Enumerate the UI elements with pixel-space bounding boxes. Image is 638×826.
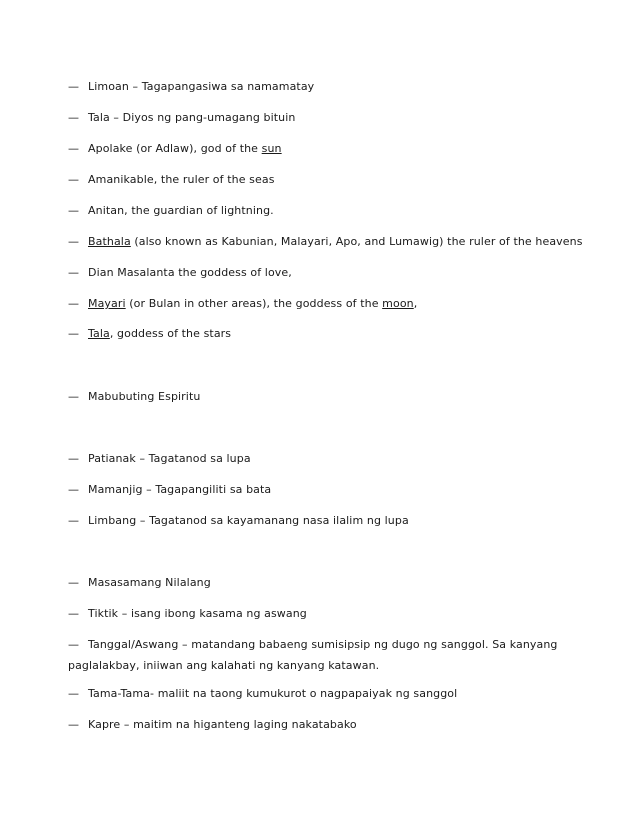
item-text: , goddess of the stars xyxy=(109,327,232,340)
item-text: Tala – Diyos ng pang-umagang bituin xyxy=(88,111,296,124)
item-text: , xyxy=(413,297,418,310)
list-item xyxy=(68,323,608,344)
dash-bullet: — xyxy=(68,111,80,124)
list-item xyxy=(68,448,608,469)
dash-bullet: — xyxy=(68,173,80,186)
list-item xyxy=(68,231,608,252)
item-text: (or Bulan in other areas), the goddess of the xyxy=(125,297,383,310)
dash-bullet: — xyxy=(68,514,80,527)
list-item xyxy=(68,76,608,97)
list-item xyxy=(68,510,608,531)
list-item xyxy=(68,714,608,735)
item-text: Dian Masalanta the goddess of love, xyxy=(88,266,292,279)
link-sun[interactable]: sun xyxy=(261,142,282,155)
dash-bullet: — xyxy=(68,235,80,248)
item-text: Anitan, the guardian of lightning. xyxy=(88,204,274,217)
item-text: Mamanjig – Tagapangiliti sa bata xyxy=(88,483,272,496)
list-item xyxy=(68,169,608,190)
list-item xyxy=(68,107,608,128)
list-item xyxy=(68,634,628,676)
dash-bullet: — xyxy=(68,638,80,651)
link-moon[interactable]: moon xyxy=(382,297,414,310)
dash-bullet: — xyxy=(68,142,80,155)
item-text: Masasamang Nilalang xyxy=(88,576,211,589)
item-text: Patianak – Tagatanod sa lupa xyxy=(88,452,251,465)
dash-bullet: — xyxy=(68,327,80,340)
section-heading xyxy=(68,386,608,407)
item-text: Tama-Tama- maliit na taong kumukurot o nagpapaiyak ng sanggol xyxy=(88,687,458,700)
item-text: Apolake (or Adlaw), god of the xyxy=(88,142,262,155)
item-text: (also known as Kabunian, Malayari, Apo, and Lumawig) the ruler of the heavens xyxy=(130,235,583,248)
item-text: Limoan – Tagapangasiwa sa namamatay xyxy=(88,80,315,93)
link-bathala[interactable]: Bathala xyxy=(88,235,131,248)
link-mayari[interactable]: Mayari xyxy=(88,297,126,310)
link-tala[interactable]: Tala xyxy=(88,327,110,340)
item-text: Kapre – maitim na higanteng laging nakatabako xyxy=(88,718,357,731)
list-item xyxy=(68,138,608,159)
item-text: Tanggal/Aswang – matandang babaeng sumisipsip ng dugo ng sanggol. Sa kanyang paglalakbay, iniiwan ang kalahati ng kanyang katawan. xyxy=(68,638,558,672)
dash-bullet: — xyxy=(68,266,80,279)
dash-bullet: — xyxy=(68,687,80,700)
dash-bullet: — xyxy=(68,607,80,620)
dash-bullet: — xyxy=(68,204,80,217)
list-item xyxy=(68,683,608,704)
dash-bullet: — xyxy=(68,297,80,310)
list-item xyxy=(68,262,608,283)
item-text: Limbang – Tagatanod sa kayamanang nasa ilalim ng lupa xyxy=(88,514,409,527)
list-item xyxy=(68,200,608,221)
dash-bullet: — xyxy=(68,483,80,496)
dash-bullet: — xyxy=(68,576,80,589)
list-item xyxy=(68,603,608,624)
item-text: Tiktik – isang ibong kasama ng aswang xyxy=(88,607,307,620)
dash-bullet: — xyxy=(68,80,80,93)
item-text: Mabubuting Espiritu xyxy=(88,390,201,403)
dash-bullet: — xyxy=(68,390,80,403)
list-item xyxy=(68,293,608,314)
list-item xyxy=(68,479,608,500)
dash-bullet: — xyxy=(68,718,80,731)
item-text: Amanikable, the ruler of the seas xyxy=(88,173,275,186)
dash-bullet: — xyxy=(68,452,80,465)
section-heading xyxy=(68,572,608,593)
